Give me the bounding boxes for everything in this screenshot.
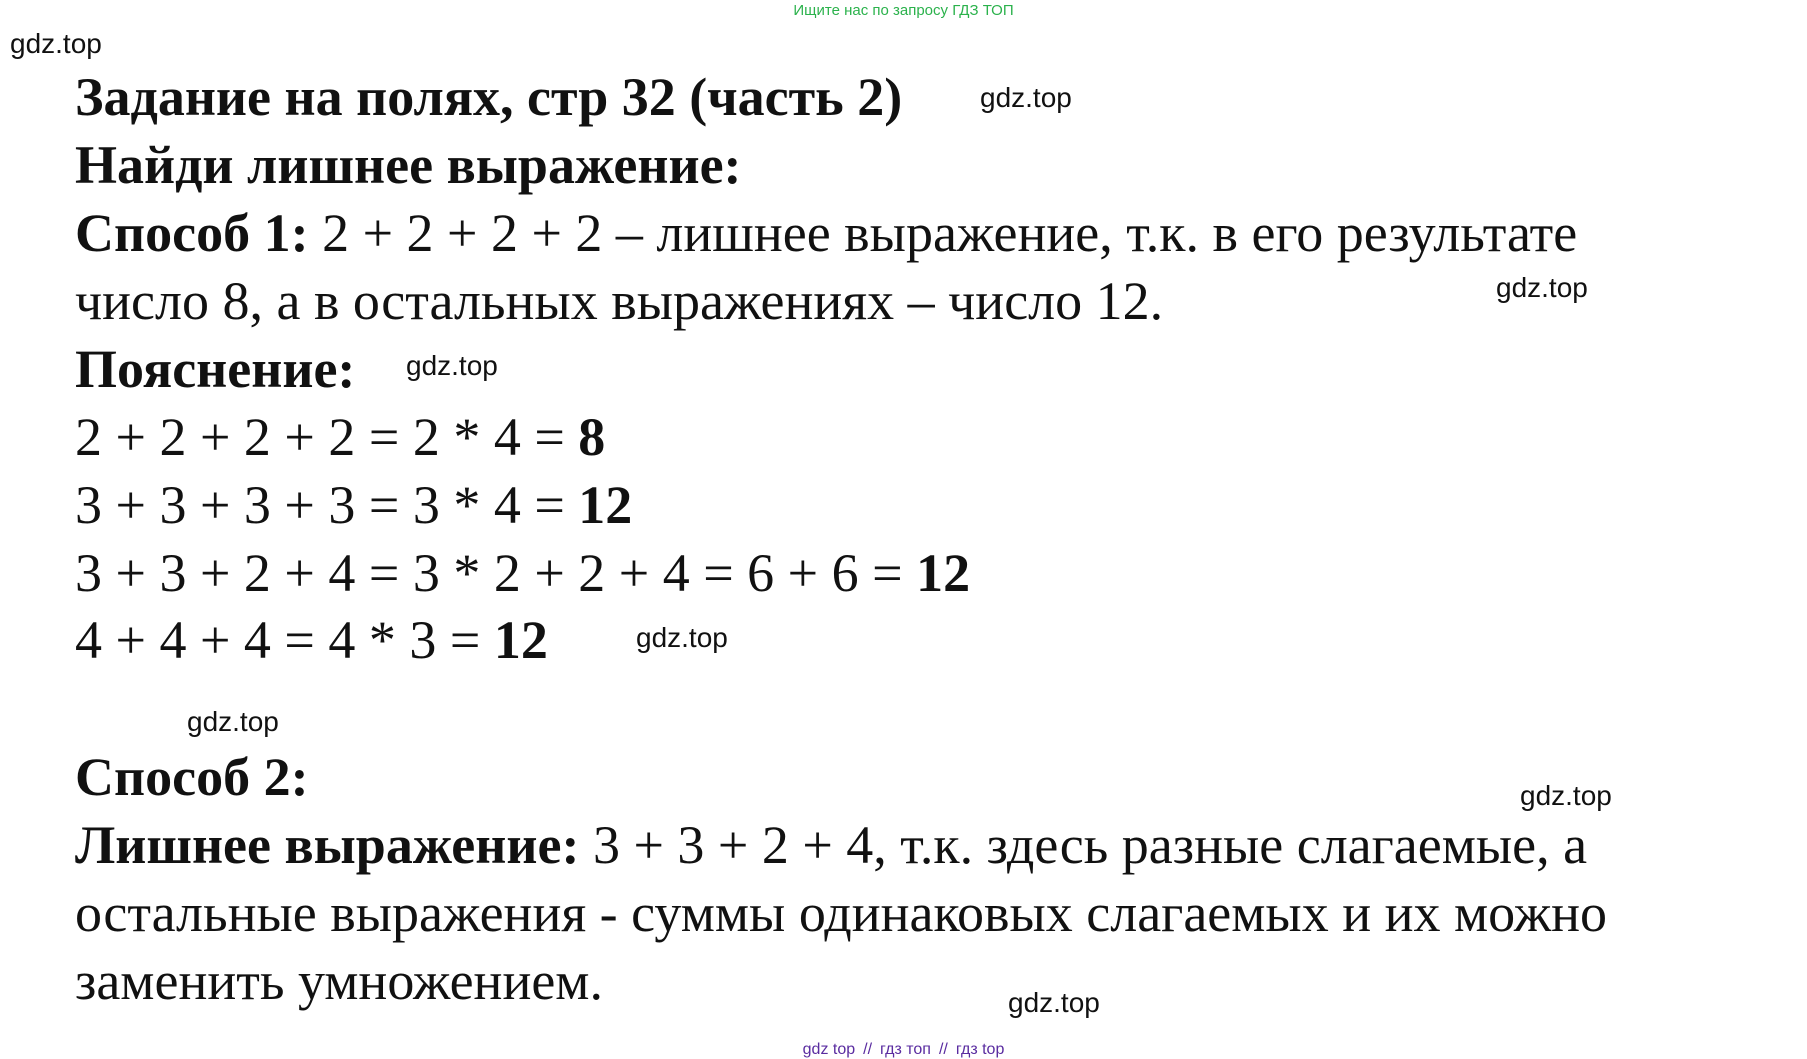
footer-link[interactable]: гдз top xyxy=(955,1041,1005,1058)
equation-result: 12 xyxy=(493,610,548,670)
method1-line1 xyxy=(75,202,1577,264)
method1-text: 2 + 2 + 2 + 2 – лишнее выражение, т.к. в его результате xyxy=(308,203,1578,263)
method1-label: Способ 1: xyxy=(75,203,309,263)
footer-separator: // xyxy=(863,1041,873,1058)
equation-expr: 4 + 4 + 4 = 4 * 3 = xyxy=(75,610,494,670)
watermark: gdz.top xyxy=(980,82,1072,113)
watermark: gdz.top xyxy=(187,706,279,737)
equation-result: 12 xyxy=(578,475,633,535)
explanation-label: Пояснение: xyxy=(75,339,356,399)
footer-link[interactable]: гдз топ xyxy=(880,1041,931,1058)
footer-links xyxy=(0,1041,1807,1059)
equation-row xyxy=(75,609,548,671)
method1-line2: число 8, а в остальных выражениях – число 12. xyxy=(75,271,1164,331)
method2-line1 xyxy=(75,814,1587,876)
equation-row xyxy=(75,474,632,536)
task-subtitle: Найди лишнее выражение: xyxy=(75,135,742,195)
equation-expr: 3 + 3 + 3 + 3 = 3 * 4 = xyxy=(75,475,579,535)
method2-label: Способ 2: xyxy=(75,747,309,807)
method2-line3: заменить умножением. xyxy=(75,951,603,1011)
equation-expr: 2 + 2 + 2 + 2 = 2 * 4 = xyxy=(75,407,579,467)
equation-result: 8 xyxy=(578,407,606,467)
equation-expr: 3 + 3 + 2 + 4 = 3 * 2 + 2 + 4 = 6 + 6 = xyxy=(75,543,917,603)
top-banner[interactable]: Ищите нас по запросу ГДЗ ТОП xyxy=(793,2,1014,19)
watermark: gdz.top xyxy=(406,350,498,381)
page-title: Задание на полях, стр 32 (часть 2) xyxy=(75,67,903,127)
watermark: gdz.top xyxy=(636,622,728,653)
footer-separator: // xyxy=(938,1041,948,1058)
equation-row xyxy=(75,406,605,468)
watermark: gdz.top xyxy=(1520,780,1612,811)
method2-text: 3 + 3 + 2 + 4, т.к. здесь разные слагаемые, а xyxy=(579,815,1588,875)
equation-result: 12 xyxy=(916,543,971,603)
equation-row xyxy=(75,542,970,604)
method2-answer-label: Лишнее выражение: xyxy=(75,815,580,875)
watermark: gdz.top xyxy=(10,28,102,59)
watermark: gdz.top xyxy=(1008,987,1100,1018)
watermark: gdz.top xyxy=(1496,272,1588,303)
method2-line2: остальные выражения - суммы одинаковых слагаемых и их можно xyxy=(75,883,1608,943)
footer-link[interactable]: gdz top xyxy=(802,1041,856,1058)
